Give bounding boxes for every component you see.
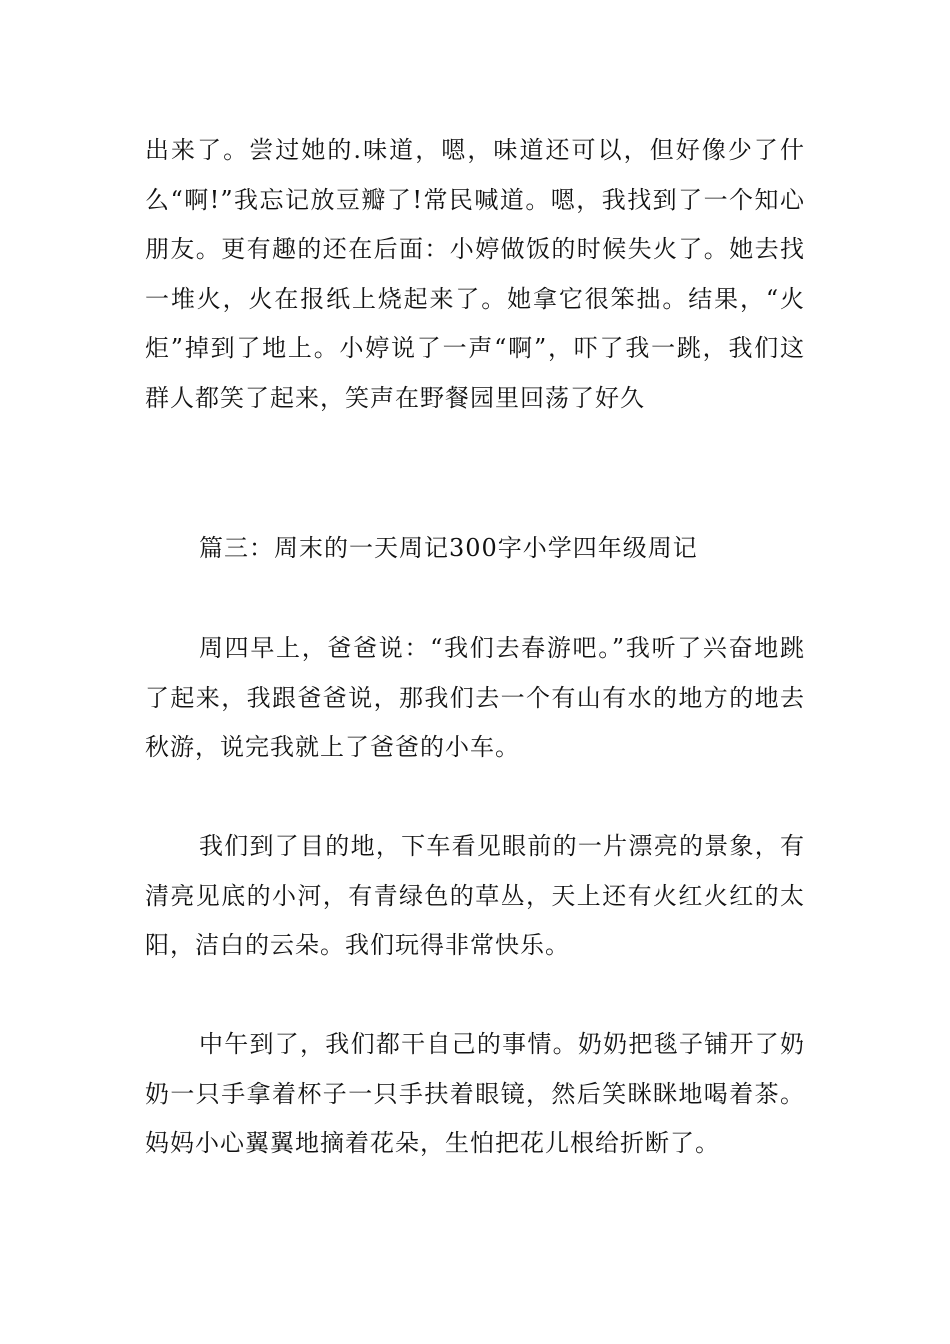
section-heading: 篇三：周末的一天周记300字小学四年级周记 (199, 534, 698, 562)
body-paragraph: 出来了。尝过她的.味道，嗯，味道还可以，但好像少了什么“啊!”我忘记放豆瓣了!常民喊道。嗯，我找到了一个知心朋友。更有趣的还在后面：小婷做饭的时候失火了。她去找一堆火，火在报纸上烧起来了。她拿它很笨拙。结果，“火炬”掉到了地上。小婷说了一声“啊”，吓了我一跳，我们这群人都笑了起来，笑声在野餐园里回荡了好久 (145, 136, 805, 412)
body-paragraph: 我们到了目的地，下车看见眼前的一片漂亮的景象，有清亮见底的小河，有青绿色的草丛，天上还有火红火红的太阳，洁白的云朵。我们玩得非常快乐。 (145, 832, 805, 959)
body-paragraph: 中午到了，我们都干自己的事情。奶奶把毯子铺开了奶奶一只手拿着杯子一只手扶着眼镜，然后笑眯眯地喝着茶。妈妈小心翼翼地摘着花朵，生怕把花儿根给折断了。 (145, 1030, 805, 1157)
body-paragraph: 周四早上，爸爸说：“我们去春游吧。”我听了兴奋地跳了起来，我跟爸爸说，那我们去一个有山有水的地方的地去秋游，说完我就上了爸爸的小车。 (145, 634, 805, 761)
